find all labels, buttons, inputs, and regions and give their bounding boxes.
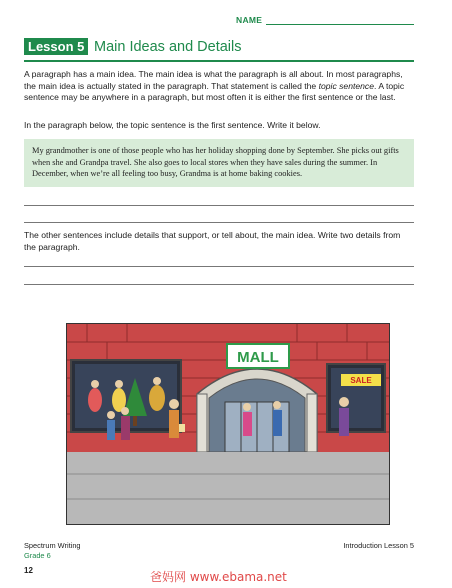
page-number: 12 — [24, 566, 33, 575]
sale-sign-text: SALE — [350, 376, 372, 385]
lesson-badge: Lesson 5 — [24, 38, 88, 55]
shopper-4 — [243, 412, 252, 436]
shopper-5 — [273, 410, 282, 436]
mall-illustration — [66, 323, 390, 525]
footer-left — [24, 541, 81, 560]
instruction-topic-sentence: In the paragraph below, the topic sentence is the first sentence. Write it below. — [24, 120, 321, 130]
reading-passage: My grandmother is one of those people who has her holiday shopping done by September. She picks out gifts when she and Grandpa travel. She also goes to local stores when they have sales during the summer. In December, when we’re all feeling too busy, Grandma is at home baking cookies. — [24, 139, 414, 187]
grade: Grade 6 — [24, 550, 51, 560]
mannequin-3 — [149, 385, 165, 411]
publisher: Spectrum Writing — [24, 541, 81, 550]
intro-term: topic sentence — [318, 80, 375, 91]
answer-line-3[interactable] — [24, 266, 414, 267]
name-label: NAME — [236, 15, 263, 25]
right-pillar — [307, 394, 317, 452]
answer-line-2[interactable] — [24, 222, 414, 223]
shopper-3 — [169, 410, 179, 438]
answer-line-4[interactable] — [24, 284, 414, 285]
lesson-header — [24, 37, 414, 62]
name-write-line[interactable] — [266, 24, 414, 25]
watermark: 爸妈网 www.ebama.net — [150, 570, 287, 584]
intro-text-part2: . A topic sentence may be anywhere in a paragraph, but most often it is either the first sentence or the last. — [24, 80, 405, 103]
mall-sign-text: MALL — [237, 349, 279, 366]
mannequin-1 — [88, 388, 102, 412]
instruction-details: The other sentences include details that support, or tell about, the main idea. Write two details from the paragraph. — [24, 230, 401, 252]
shopper-1 — [107, 420, 115, 440]
sidewalk — [67, 452, 389, 524]
intro-paragraph — [24, 69, 414, 104]
name-field — [236, 15, 414, 29]
intro-text-part1: A paragraph has a main idea. The main idea is what the paragraph is all about. In most paragraphs, the main idea is actually stated in the paragraph. That statement is called the — [24, 69, 403, 91]
answer-line-1[interactable] — [24, 205, 414, 206]
lesson-title: Main Ideas and Details — [94, 39, 242, 55]
shopper-2 — [121, 416, 130, 440]
mall-scene — [67, 324, 389, 524]
footer-section: Introduction Lesson 5 — [343, 541, 414, 550]
left-pillar — [197, 394, 207, 452]
shopper-6 — [339, 408, 349, 436]
